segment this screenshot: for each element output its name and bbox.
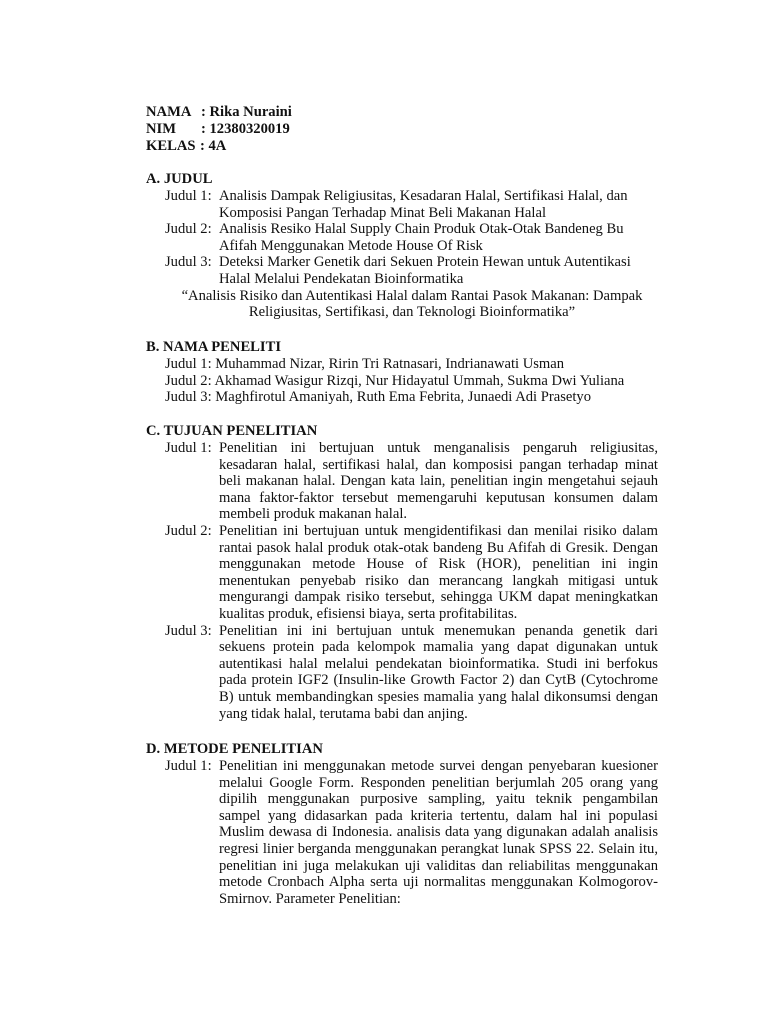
item-label: Judul 3: — [165, 622, 212, 639]
judul-item-2 — [146, 221, 658, 254]
combined-title-quote: “Analisis Risiko dan Autentikasi Halal dalam Rantai Pasok Makanan: Dampak Religiusitas, Sertifikasi, dan Teknologi Bioinformatika” — [181, 287, 643, 321]
researcher-line-1: Judul 1: Muhammad Nizar, Ririn Tri Ratnasari, Indrianawati Usman — [165, 356, 565, 372]
item-text: Penelitian ini menggunakan metode survei dengan penyebaran kuesioner melalui Google Form. Responden penelitian berjumlah 205 orang yang dipilih menggunakan purposive sampling, yaitu teknik pengambilan sampel yang didasarkan pada kriteria tertentu, dalam hal ini populasi Muslim dewasa di Indonesia. analisis data yang digunakan adalah analisis regresi linier berganda menggunakan perangkat lunak SPSS 22. Selain itu, penelitian ini juga melakukan uji validitas dan reliabilitas menggunakan metode Cronbach Alpha serta uji normalitas menggunakan Kolmogorov-Smirnov. Parameter Penelitian: — [219, 758, 658, 907]
item-label: Judul 1: — [165, 758, 212, 774]
item-label: Judul 1: — [165, 188, 212, 204]
nim-row — [146, 121, 292, 138]
item-text: Analisis Resiko Halal Supply Chain Produk Otak-Otak Bandeneg Bu Afifah Menggunakan Metode House Of Risk — [219, 221, 624, 254]
kelas-value: : 4A — [200, 137, 227, 154]
student-info — [146, 104, 292, 154]
nim-value: : 12380320019 — [201, 120, 290, 137]
nama-label: NAMA — [146, 104, 192, 120]
kelas-row — [146, 138, 292, 155]
judul-item-3 — [146, 254, 658, 287]
item-text: Penelitian ini bertujuan untuk menganalisis pengaruh religiusitas, kesadaran halal, sertifikasi halal, dan komposisi pangan terhadap minat beli makanan halal. Dengan kata lain, penelitian ingin mengetahui sejauh mana faktor-faktor tersebut memengaruhi keputusan konsumen dalam membeli produk makanan halal. — [219, 440, 658, 523]
section-title: D. METODE PENELITIAN — [146, 741, 323, 757]
nama-value: : Rika Nuraini — [201, 104, 292, 120]
item-label: Judul 1: — [165, 440, 212, 456]
kelas-label: KELAS — [146, 137, 196, 154]
section-title: A. JUDUL — [146, 171, 213, 187]
item-label: Judul 3: — [165, 254, 212, 271]
item-text: Penelitian ini bertujuan untuk mengidentifikasi dan menilai risiko dalam rantai pasok halal produk otak-otak bandeng Bu Afifah di Gresik. Dengan menggunakan metode House of Risk (HOR), penelitian ini ingin menentukan penyebab risiko dan merancang langkah mitigasi untuk mengurangi dampak risiko tersebut, sehingga UKM dapat meningkatkan kualitas produk, efisiensi biaya, serta profitabilitas. — [219, 522, 658, 622]
researcher-line-2: Judul 2: Akhamad Wasigur Rizqi, Nur Hidayatul Ummah, Sukma Dwi Yuliana — [165, 372, 625, 389]
section-judul — [146, 171, 658, 321]
item-label: Judul 2: — [165, 522, 212, 539]
item-label: Judul 2: — [165, 221, 212, 238]
nama-row — [146, 104, 292, 121]
tujuan-item-1 — [146, 440, 658, 523]
section-tujuan — [146, 423, 658, 722]
section-title: C. TUJUAN PENELITIAN — [146, 423, 318, 439]
tujuan-item-2 — [146, 523, 658, 623]
judul-item-1 — [146, 188, 658, 221]
metode-item-1 — [146, 758, 658, 907]
section-title: B. NAMA PENELITI — [146, 339, 282, 355]
section-peneliti — [146, 339, 658, 406]
researcher-line-3: Judul 3: Maghfirotul Amaniyah, Ruth Ema Febrita, Junaedi Adi Prasetyo — [165, 389, 592, 406]
researcher-list — [146, 356, 658, 406]
tujuan-item-3 — [146, 623, 658, 723]
item-text: Penelitian ini ini bertujuan untuk menemukan penanda genetik dari sekuens protein pada kelompok mamalia yang dapat digunakan untuk autentikasi halal melalui pendekatan bioinformatika. Studi ini berfokus pada protein IGF2 (Insulin-like Growth Factor 2) dan CytB (Cytochrome B) untuk membandingkan spesies mamalia yang halal dikonsumsi dengan yang tidak halal, terutama babi dan anjing. — [219, 622, 658, 722]
section-metode — [146, 741, 658, 907]
item-text: Analisis Dampak Religiusitas, Kesadaran Halal, Sertifikasi Halal, dan Komposisi Pangan Terhadap Minat Beli Makanan Halal — [219, 188, 628, 221]
nim-label: NIM — [146, 120, 176, 137]
item-text: Deteksi Marker Genetik dari Sekuen Protein Hewan untuk Autentikasi Halal Melalui Pendekatan Bioinformatika — [219, 254, 631, 287]
